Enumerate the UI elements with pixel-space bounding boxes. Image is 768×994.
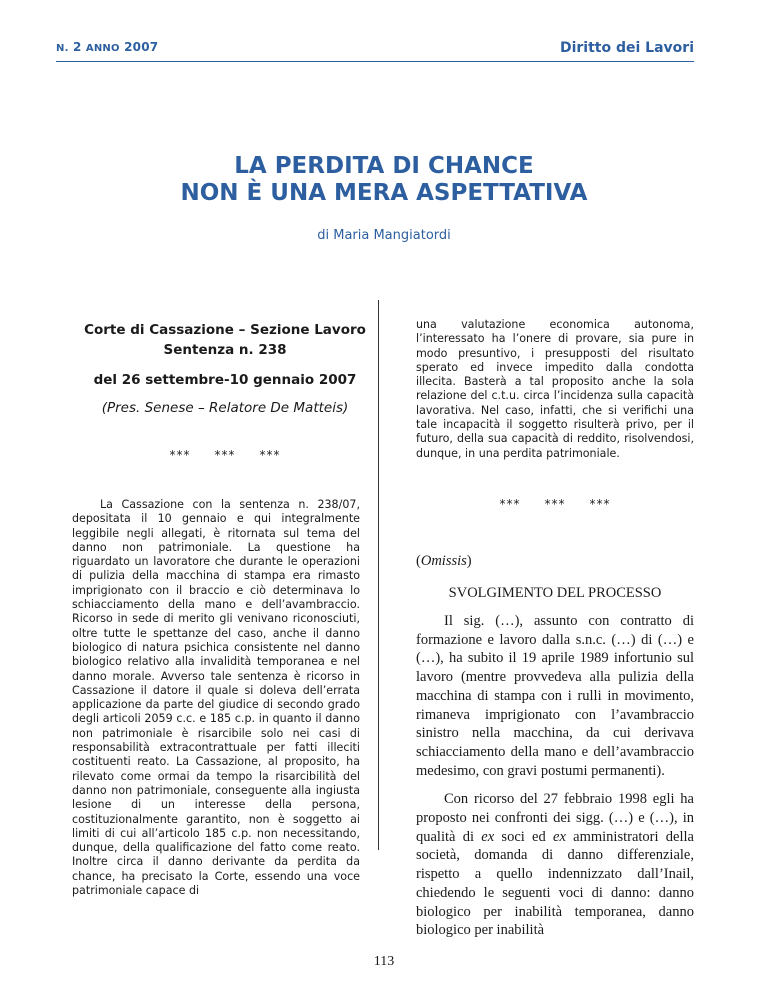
paragraph-2: Con ricorso del 27 febbraio 1998 egli ha proposto nei confronti dei sigg. (…) e (…), in qualità di ex soci ed ex amministratori della società, domanda di danno differenziale, rispetto a quello indennizzato dall’Inail, chiedendo le seguenti voci di danno: danno biologico per inabilità temporanea, danno biologico per inabilità bbox=[416, 791, 694, 939]
header-divider bbox=[56, 61, 694, 62]
page-number: 113 bbox=[373, 954, 395, 969]
court-heading: Corte di Cassazione – Sezione Lavoro Sentenza n. 238 bbox=[84, 322, 366, 358]
judges-line: (Pres. Senese – Relatore De Matteis) bbox=[101, 400, 349, 416]
article-author: di Maria Mangiatordi bbox=[317, 228, 451, 243]
omissis-note: (Omissis) bbox=[416, 553, 472, 569]
paragraph-1: Il sig. (…), assunto con contratto di formazione e lavoro dalla s.n.c. (…) di (…) e (…), ha subito il 19 aprile 1989 infortunio sul lavoro (mentre provvedeva alla pulizia della macchina di stampa con i rulli in movimento, rimaneva imprigionato con l’avambraccio sinistro nella macchina, da cui derivava schiacciamento della mano e dell’avambraccio medesimo, con gravi postumi permanenti). bbox=[416, 613, 694, 779]
issue-label: N. 2 ANNO 2007 bbox=[56, 40, 159, 54]
section-separator-right: *** *** *** bbox=[499, 497, 611, 511]
journal-name: Diritto dei Lavori bbox=[559, 40, 694, 56]
section-separator: *** *** *** bbox=[169, 448, 281, 462]
sentence-date: del 26 settembre-10 gennaio 2007 bbox=[93, 372, 357, 388]
summary-continuation: una valutazione economica autonoma, l’interessato ha l’onere di provare, sia pure in modo presuntivo, i presupposti del risultato sperato ed invece impedito dalla condotta illecita. Basterà a tal proposito anche la sola relazione del c.t.u. circa l’incidenza sulla capacità lavorativa. Nel caso, infatti, che si verifichi una tale incapacità il soggetto risulterà privo, per il futuro, della sua capacità di reddito, risolvendosi, dunque, in una perdita patrimoniale. bbox=[416, 318, 694, 460]
section-heading: SVOLGIMENTO DEL PROCESSO bbox=[448, 585, 662, 601]
summary-text: La Cassazione con la sentenza n. 238/07, depositata il 10 gennaio e qui integralmente leggibile negli allegati, è ritornata sul tema del danno non patrimoniale. La questione ha riguardato un lavoratore che durante le operazioni di pulizia della macchina di stampa era rimasto imprigionato con il braccio e ciò determinava lo schiacciamento della mano e dell’avambraccio. Ricorso in sede di merito gli venivano riconosciuti, oltre tutte le spettanze del caso, anche il danno biologico di natura psichica consistente nel danno biologico relativo alla invalidità temporanea e nel danno morale. Avverso tale sentenza è ricorso in Cassazione il datore il quale si doleva dell’errata applicazione da parte del giudice di secondo grado degli articoli 2059 c.c. e 185 c.p. in quanto il danno non patrimoniale è risarcibile solo nei casi di responsabilità extracontrattuale per fatti illeciti costituenti reato. La Cassazione, al proposito, ha rilevato come ormai da tempo la risarcibilità del danno non patrimoniale, conseguente alla ingiusta lesione di un interesse della persona, costituzionalmente garantito, non è soggetto ai limiti di cui all’articolo 185 c.p. non necessitando, dunque, della qualificazione del fatto come reato. Inoltre circa il danno derivante da perdita da chance, ha precisato la Corte, essendo una voce patrimoniale capace di bbox=[72, 498, 360, 898]
article-title: LA PERDITA DI CHANCE NON È UNA MERA ASPETTATIVA bbox=[180, 153, 588, 206]
judgment-text bbox=[416, 612, 694, 940]
summary-box bbox=[72, 300, 379, 898]
